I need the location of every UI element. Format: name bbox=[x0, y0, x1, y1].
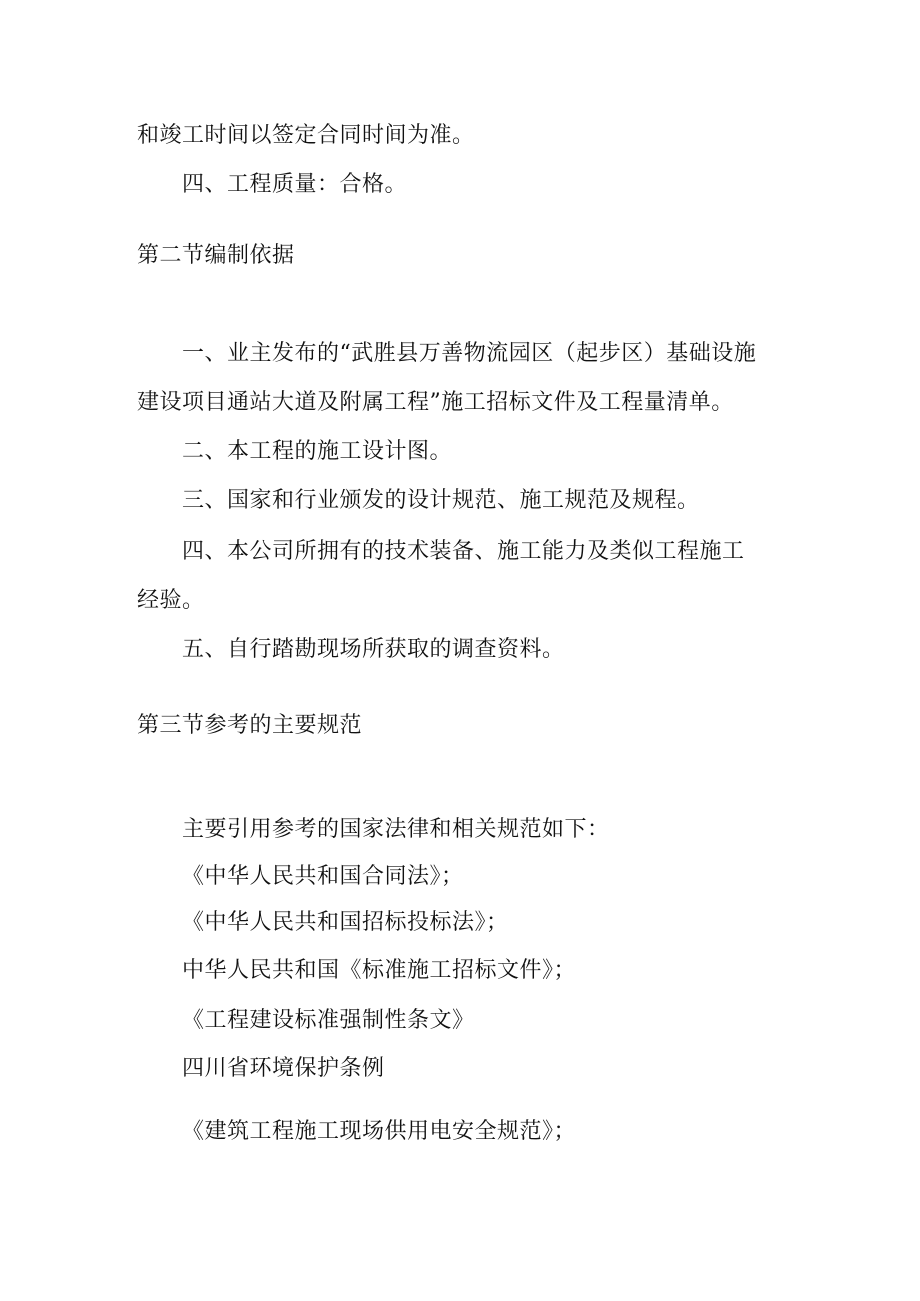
paragraph-line-basis-3: 三、国家和行业颁发的设计规范、施工规范及规程。 bbox=[182, 488, 700, 513]
list-item-bidding-law: 《中华人民共和国招标投标法》； bbox=[182, 910, 509, 935]
paragraph-line-quality: 四、工程质量：合格。 bbox=[182, 172, 408, 197]
paragraph-line-basis-4a: 四、本公司所拥有的技术装备、施工能力及类似工程施工 bbox=[182, 539, 745, 564]
list-item-sichuan-environment: 四川省环境保护条例 bbox=[182, 1056, 385, 1081]
paragraph-line-completion-time: 和竣工时间以签定合同时间为准。 bbox=[137, 123, 475, 148]
list-item-mandatory-provisions: 《工程建设标准强制性条文》 bbox=[182, 1008, 475, 1033]
list-item-contract-law: 《中华人民共和国合同法》； bbox=[182, 864, 464, 889]
list-item-standard-bidding-docs: 中华人民共和国《标准施工招标文件》； bbox=[182, 958, 577, 983]
paragraph-line-basis-4b: 经验。 bbox=[137, 588, 205, 613]
list-item-electric-safety-code: 《建筑工程施工现场供用电安全规范》； bbox=[182, 1119, 577, 1144]
paragraph-line-basis-1a: 一、业主发布的“武胜县万善物流园区（起步区）基础设施 bbox=[182, 341, 757, 366]
section-heading-3: 第三节参考的主要规范 bbox=[137, 713, 363, 738]
paragraph-line-basis-2: 二、本工程的施工设计图。 bbox=[182, 439, 453, 464]
paragraph-line-basis-1b: 建设项目通站大道及附属工程”施工招标文件及工程量清单。 bbox=[137, 390, 734, 415]
section-heading-2: 第二节编制依据 bbox=[137, 243, 295, 268]
paragraph-line-references-intro: 主要引用参考的国家法律和相关规范如下： bbox=[182, 817, 610, 842]
paragraph-line-basis-5: 五、自行踏勘现场所获取的调查资料。 bbox=[182, 637, 565, 662]
